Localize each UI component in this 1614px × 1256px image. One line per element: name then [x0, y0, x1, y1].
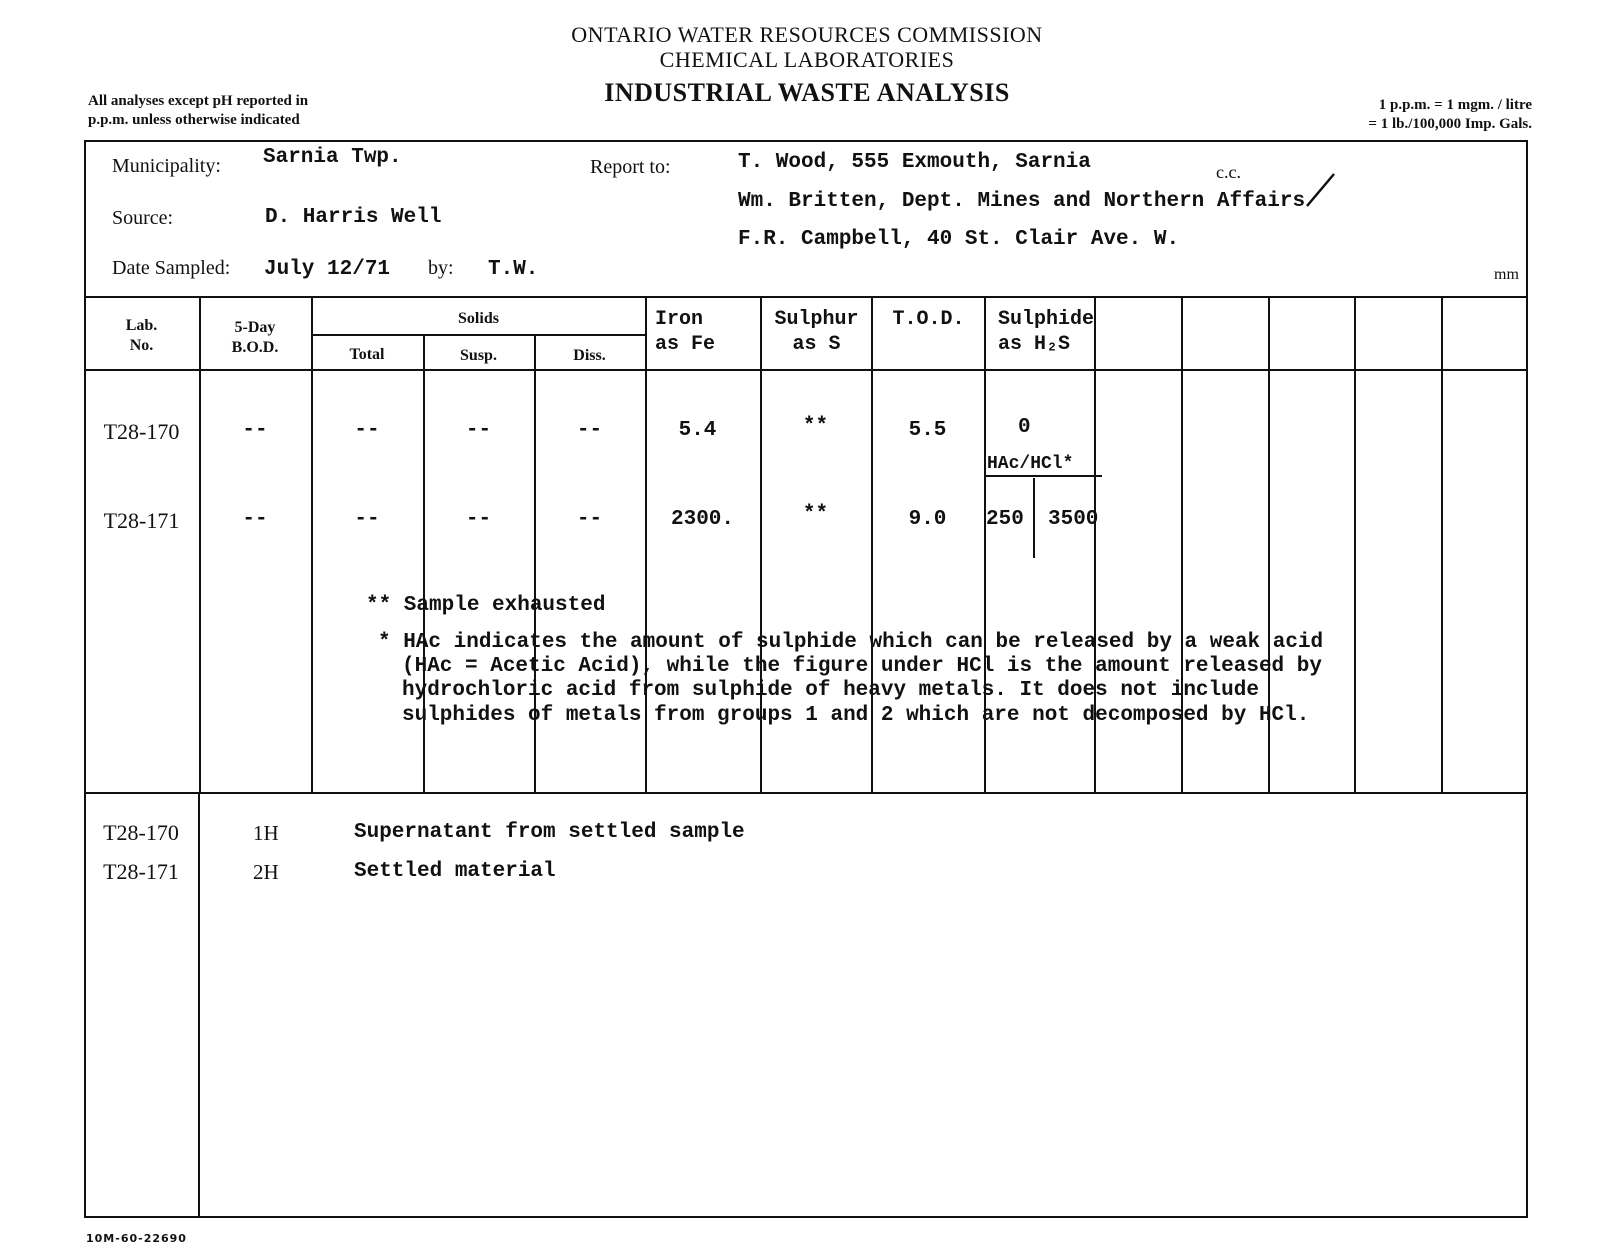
col-header-lab: [84, 316, 199, 356]
col-header-sulphur-line-2: as S: [792, 333, 841, 356]
col-header-lab-line-1: Lab.: [125, 317, 158, 334]
units-note-left-line-2: p.p.m. unless otherwise indicated: [88, 112, 300, 128]
commission-title: ONTARIO WATER RESOURCES COMMISSION: [571, 22, 1043, 47]
row-1-total: --: [354, 419, 380, 442]
laboratory-title: CHEMICAL LABORATORIES: [659, 47, 955, 72]
cc-recipient-1: Wm. Britten, Dept. Mines and Northern Affairs: [738, 190, 1306, 213]
cc-label: c.c.: [1216, 162, 1241, 182]
row-1-lab: T28-170: [103, 419, 180, 444]
sample-1-lab: T28-170: [103, 820, 179, 845]
col-rule-2: [311, 296, 313, 792]
col-header-total: Total: [349, 346, 385, 363]
col-header-sulphide-line-2: as H₂S: [998, 333, 1071, 356]
row-2-bod: --: [242, 508, 268, 531]
sample-2-lab: T28-171: [103, 859, 179, 884]
cc-recipient-2: F.R. Campbell, 40 St. Clair Ave. W.: [738, 228, 1180, 251]
sample-col-rule: [198, 792, 200, 1218]
row-2-diss: --: [576, 508, 603, 531]
col-header-bod-line-2: B.O.D.: [231, 339, 279, 356]
sulphide-split-rule: [986, 475, 1102, 477]
municipality-value: Sarnia Twp.: [263, 146, 402, 169]
row-2-sulphide-hac: 250: [986, 508, 1024, 531]
col-header-tod: T.O.D.: [892, 308, 965, 331]
date-sampled-label: Date Sampled:: [112, 257, 231, 279]
sample-2-code: 2H: [253, 860, 279, 884]
col-header-iron: [655, 307, 715, 357]
col-header-diss: Diss.: [573, 347, 606, 364]
col-header-bod: [199, 318, 311, 358]
col-header-iron-line-1: Iron: [655, 308, 704, 331]
row-1-sulphide: 0: [1018, 416, 1031, 439]
row-1-iron: 5.4: [678, 419, 717, 442]
row-1-bod: --: [242, 419, 268, 442]
sulphide-split-vertical: [1033, 478, 1035, 558]
col-header-bod-line-1: 5-Day: [234, 319, 276, 336]
results-divider: [84, 792, 1528, 794]
row-2-lab: T28-171: [103, 508, 180, 533]
municipality-label: Municipality:: [112, 155, 221, 177]
check-mark-icon: [1304, 170, 1338, 215]
col-header-sulphide-line-1: Sulphide: [998, 308, 1095, 331]
note-hac-line-1: * HAc indicates the amount of sulphide which can be released by a weak acid: [378, 631, 1324, 654]
row-1-tod: 5.5: [908, 419, 947, 442]
date-sampled-value: July 12/71: [264, 258, 391, 281]
note-hac-line-3: hydrochloric acid from sulphide of heavy metals. It does not include: [402, 679, 1259, 702]
column-header-divider: [84, 369, 1528, 371]
row-1-diss: --: [576, 419, 603, 442]
row-2-sulphur: **: [802, 503, 829, 526]
col-header-sulphide: [998, 307, 1094, 357]
mm-marker: mm: [1494, 266, 1519, 283]
source-value: D. Harris Well: [265, 206, 442, 229]
form-number: 10M-60-22690: [86, 1232, 187, 1245]
info-divider: [84, 296, 1528, 298]
sample-1-description: Supernatant from settled sample: [354, 821, 745, 844]
col-header-solids: Solids: [458, 310, 499, 327]
col-header-lab-line-2: No.: [129, 337, 154, 354]
sample-2-description: Settled material: [354, 860, 556, 883]
col-header-sulphur: [762, 307, 871, 357]
note-hac-line-4: sulphides of metals from groups 1 and 2 which are not decomposed by HCl.: [402, 704, 1310, 727]
row-2-susp: --: [465, 508, 492, 531]
units-note-left-line-1: All analyses except pH reported in: [88, 93, 309, 109]
col-rule-13: [1441, 296, 1443, 792]
col-header-sulphur-line-1: Sulphur: [774, 308, 859, 331]
row-1-sulphur: **: [802, 415, 829, 438]
sample-1-code: 1H: [253, 821, 279, 845]
row-2-sulphide-hcl: 3500: [1048, 508, 1099, 531]
row-1-susp: --: [465, 419, 492, 442]
row-2-iron: 2300.: [670, 508, 734, 531]
note-hac-line-2: (HAc = Acetic Acid), while the figure under HCl is the amount released by: [402, 655, 1322, 678]
units-note-left: [88, 92, 308, 130]
sulphide-split-header: HAc/HCl*: [987, 454, 1074, 474]
source-label: Source:: [112, 207, 174, 229]
report-to-label: Report to:: [590, 156, 671, 178]
sampled-by-value: T.W.: [488, 258, 539, 281]
col-rule-1: [199, 296, 201, 792]
col-header-susp: Susp.: [460, 347, 497, 364]
col-rule-12: [1354, 296, 1356, 792]
sampled-by-label: by:: [428, 257, 454, 279]
col-header-iron-line-2: as Fe: [655, 333, 716, 356]
units-note-right-line-1: 1 p.p.m. = 1 mgm. / litre: [1378, 97, 1532, 113]
row-2-total: --: [354, 508, 380, 531]
units-note-right-line-2: = 1 lb./100,000 Imp. Gals.: [1368, 116, 1532, 132]
note-sample-exhausted: ** Sample exhausted: [366, 594, 606, 617]
form-title: INDUSTRIAL WASTE ANALYSIS: [604, 78, 1010, 107]
units-note-right: [1368, 96, 1532, 134]
report-to-value: T. Wood, 555 Exmouth, Sarnia: [738, 151, 1091, 174]
row-2-tod: 9.0: [908, 508, 947, 531]
solids-divider: [311, 334, 646, 336]
